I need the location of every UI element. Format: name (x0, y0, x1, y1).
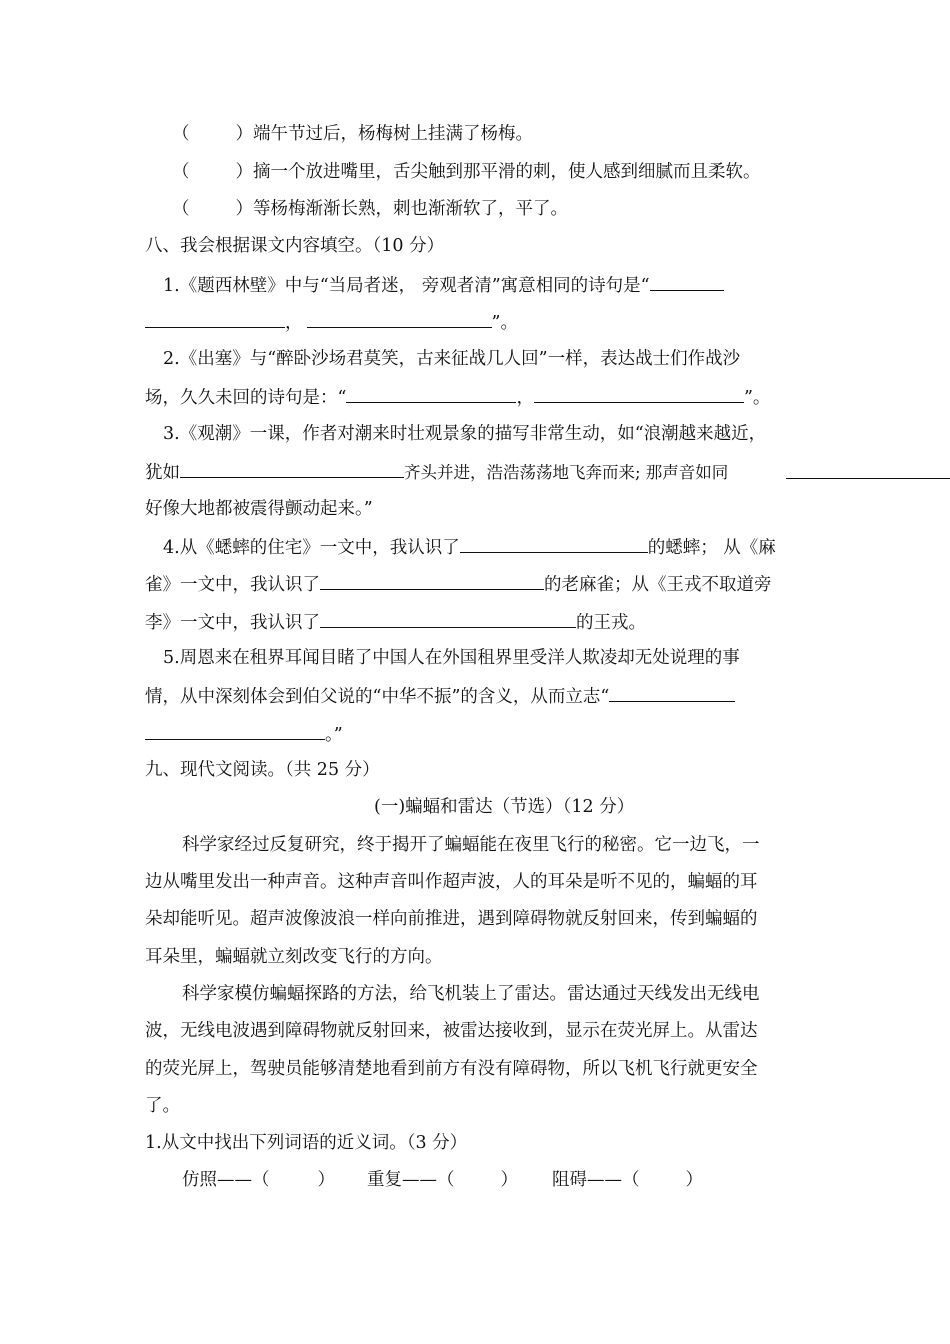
answer-blank[interactable] (786, 478, 950, 479)
passage-line: 朵却能听见。超声波像波浪一样向前推进，遇到障碍物就反射回来，传到蝙蝠的 (145, 909, 758, 929)
passage-line: 了。 (145, 1096, 180, 1116)
answer-blank[interactable] (609, 683, 735, 702)
order-text: ）等杨梅渐渐长熟，刺也渐渐软了，平了。 (235, 199, 568, 219)
passage-line: 的荧光屏上，驾驶员能够清楚地看到前方有没有障碍物，所以飞机飞行就更安全 (145, 1059, 758, 1079)
q4-line-3: 李》一文中，我认识了 的王戎。 (145, 609, 646, 635)
q3-line-3: 好像大地都被震得颤动起来。” (145, 499, 373, 519)
open-paren: （ (172, 199, 190, 219)
q1-line-1: 1.《题西林壁》中与“当局者迷， 旁观者清”寓意相同的诗句是“ (163, 272, 724, 298)
order-item-2 (172, 160, 761, 184)
answer-blank[interactable] (460, 534, 648, 553)
section-8-title: 八、我会根据课文内容填空。（10 分） (145, 236, 445, 256)
order-item-3 (172, 197, 568, 221)
q1-line-2: ， ”。 (145, 309, 518, 335)
answer-blank[interactable] (320, 571, 544, 590)
synonym-row: 仿照——（ ） 重复——（ ） 阻碍——（ ） (182, 1170, 703, 1190)
open-paren: （ (172, 124, 190, 144)
section-9-title: 九、现代文阅读。（共 25 分） (145, 760, 380, 780)
q5-line-3: 。” (145, 721, 343, 747)
q5-line-2: 情，从中深刻体会到伯父说的“中华不振”的含义，从而立志“ (145, 683, 735, 709)
q2-line-1: 2.《出塞》与“醉卧沙场君莫笑，古来征战几人回”一样，表达战士们作战沙 (163, 349, 741, 369)
q3-line-1: 3.《观潮》一课，作者对潮来时壮观景象的描写非常生动，如“浪潮越来越近， (163, 424, 767, 444)
q4-line-1: 4.从《蟋蟀的住宅》一文中，我认识了 的蟋蟀； 从《麻 (163, 534, 776, 560)
order-text: ）摘一个放进嘴里，舌尖触到那平滑的刺，使人感到细腻而且柔软。 (235, 162, 761, 182)
answer-blank[interactable] (346, 384, 516, 403)
order-text: ）端午节过后，杨梅树上挂满了杨梅。 (235, 124, 533, 144)
q2-line-2: 场，久久未回的诗句是：“ ， ”。 (145, 384, 770, 410)
q5-line-1: 5.周恩来在租界耳闻目睹了中国人在外国租界里受洋人欺凌却无处说理的事 (163, 648, 740, 668)
answer-blank[interactable] (320, 609, 576, 628)
passage-line: 科学家经过反复研究，终于揭开了蝙蝠能在夜里飞行的秘密。它一边飞，一 (182, 835, 760, 855)
passage-line: 耳朵里，蝙蝠就立刻改变飞行的方向。 (145, 947, 443, 967)
question-1: 1.从文中找出下列词语的近义词。（3 分） (145, 1133, 468, 1153)
passage-line: 科学家模仿蝙蝠探路的方法，给飞机装上了雷达。雷达通过天线发出无线电 (182, 984, 760, 1004)
answer-blank[interactable] (650, 272, 724, 291)
q3-line-2: 犹如 齐头并进，浩浩荡荡地飞奔而来; 那声音如同 (145, 459, 728, 485)
answer-blank[interactable] (180, 459, 404, 478)
passage-title: (一)蝙蝠和雷达（节选）（12 分） (374, 797, 635, 817)
answer-blank[interactable] (145, 309, 285, 328)
answer-blank[interactable] (307, 309, 492, 328)
q4-line-2: 雀》一文中，我认识了 的老麻雀；从《王戎不取道旁 (145, 571, 772, 597)
order-item-1 (172, 122, 533, 146)
answer-blank[interactable] (145, 721, 325, 740)
answer-blank[interactable] (534, 384, 744, 403)
passage-line: 边从嘴里发出一种声音。这种声音叫作超声波，人的耳朵是听不见的，蝙蝠的耳 (145, 872, 758, 892)
passage-line: 波，无线电波遇到障碍物就反射回来，被雷达接收到，显示在荧光屏上。从雷达 (145, 1021, 758, 1041)
open-paren: （ (172, 162, 190, 182)
